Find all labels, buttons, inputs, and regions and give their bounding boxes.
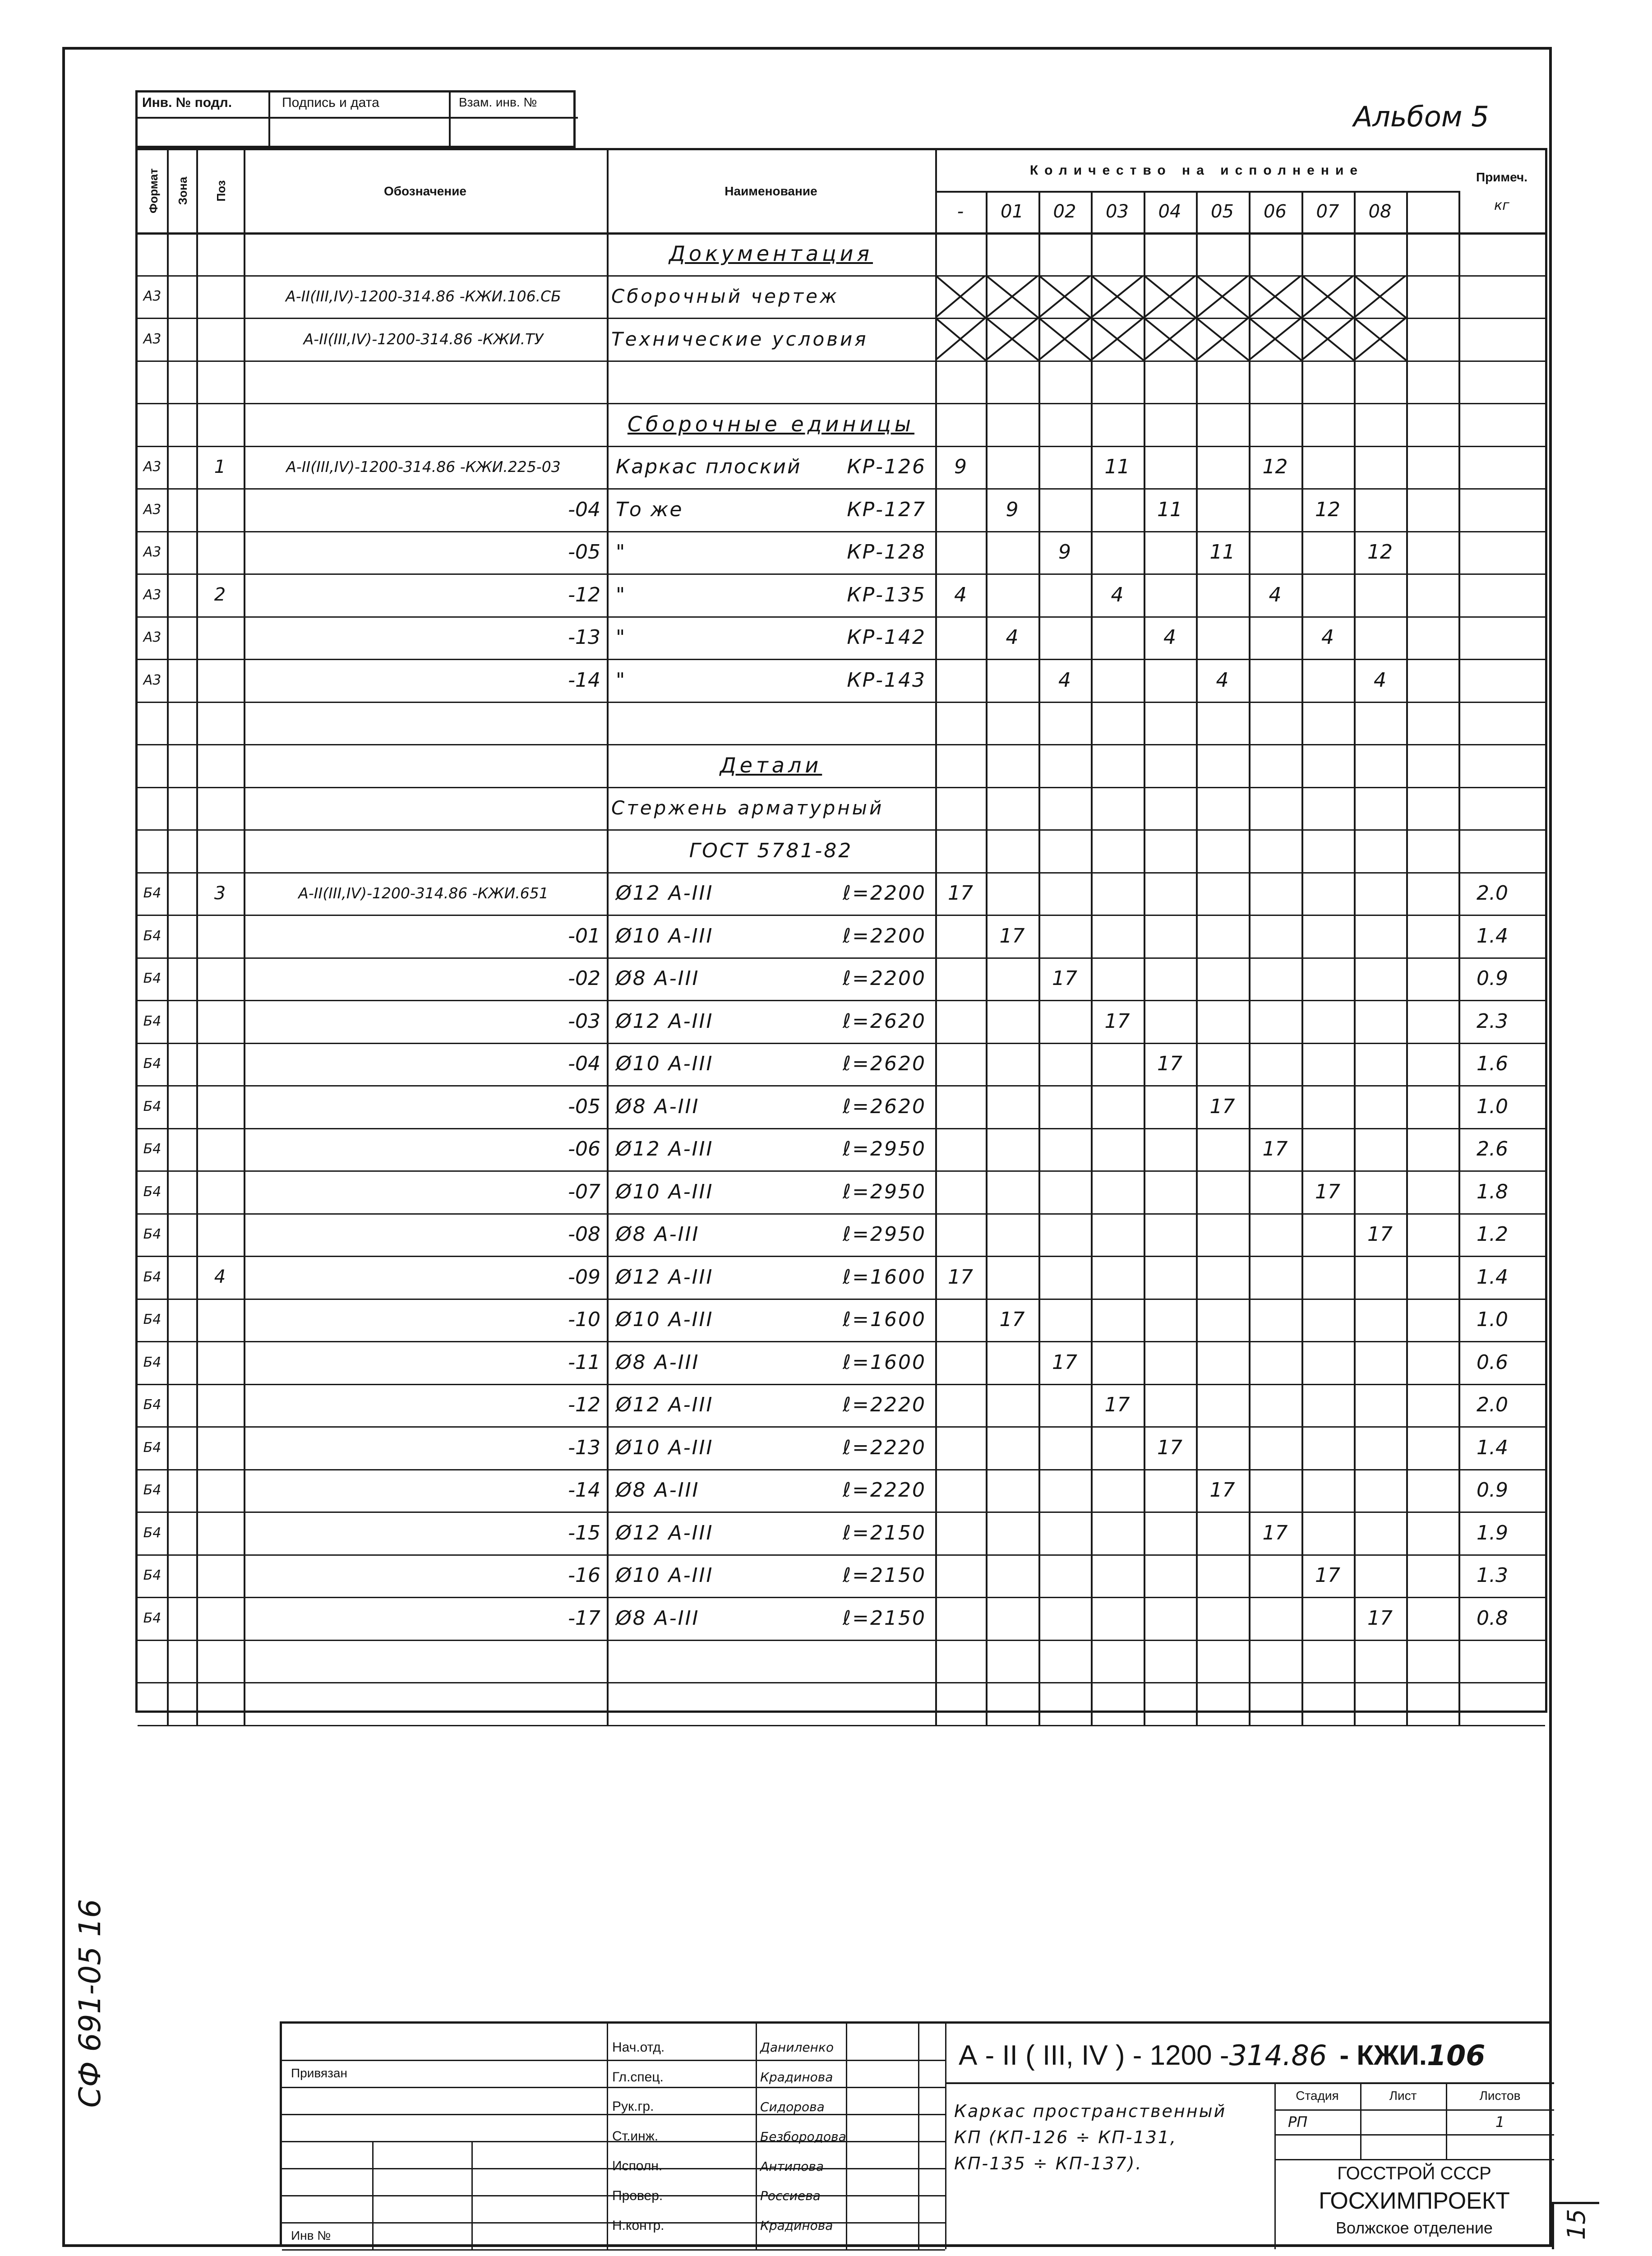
row-format: Б4 xyxy=(143,1354,162,1370)
row-quantity: 12 xyxy=(1315,498,1340,521)
row-name-detail: ℓ=2620 xyxy=(842,1052,926,1076)
row-note: 2.6 xyxy=(1477,1137,1508,1161)
header-note: Примеч. xyxy=(1476,170,1528,184)
row-note: 1.4 xyxy=(1477,1265,1508,1289)
row-name: Ø10 А-III xyxy=(616,1308,714,1331)
row-name: То же xyxy=(616,498,683,521)
row-quantity: 17 xyxy=(999,924,1025,948)
row-position: 2 xyxy=(214,584,226,606)
row-format: Б4 xyxy=(143,1312,162,1328)
row-quantity: 17 xyxy=(1367,1606,1393,1630)
tb-role: Исполн. xyxy=(612,2159,663,2174)
row-format: А3 xyxy=(143,672,162,688)
row-format: А3 xyxy=(143,587,162,603)
row-name-detail: КР-126 xyxy=(847,455,926,479)
tb-vline xyxy=(607,2024,608,2249)
tb-role: Н.контр. xyxy=(612,2218,664,2233)
row-name: " xyxy=(616,541,627,564)
row-note: 1.4 xyxy=(1477,1436,1508,1459)
row-name: Ø12 А-III xyxy=(616,1137,714,1161)
row-quantity: 11 xyxy=(1209,541,1235,564)
tb-name: Крадинова xyxy=(760,2218,833,2233)
tb-vline xyxy=(471,2141,473,2249)
crossed-cells xyxy=(935,275,1406,318)
row-quantity: 17 xyxy=(1262,1137,1288,1161)
header-variant: 07 xyxy=(1316,201,1339,222)
row-format: Б4 xyxy=(143,1013,162,1029)
corner-sheet-number: 15 xyxy=(1562,2209,1591,2240)
tb-stage-label: Стадия xyxy=(1296,2089,1339,2103)
tb-org1: ГОССТРОЙ СССР xyxy=(1337,2164,1491,2183)
tb-sheet-label: Лист xyxy=(1389,2089,1417,2103)
row-name: Ø8 А-III xyxy=(616,1479,700,1502)
row-name-detail: КР-128 xyxy=(847,541,926,564)
tb-code-num: 106 xyxy=(1426,2039,1486,2072)
row-name: Ø10 А-III xyxy=(616,1052,714,1076)
row-note: 0.6 xyxy=(1477,1350,1508,1374)
row-name-detail: ℓ=1600 xyxy=(842,1350,926,1374)
row-format: Б4 xyxy=(143,1098,162,1114)
tb-name: Безбородова xyxy=(760,2129,846,2144)
row-name-detail: КР-142 xyxy=(847,626,926,649)
row-name-detail: ℓ=2200 xyxy=(842,882,926,905)
tb-name: Сидорова xyxy=(760,2099,825,2114)
row-name: Ø12 А-III xyxy=(616,882,714,905)
row-name-detail: ℓ=2150 xyxy=(842,1606,926,1630)
header-note-unit: кг xyxy=(1494,197,1509,213)
header-designation: Обозначение xyxy=(383,184,467,198)
row-designation: -04 xyxy=(568,498,600,521)
row-name-detail: ℓ=2220 xyxy=(842,1479,926,1502)
inv-podl-label: Инв. № подл. xyxy=(142,95,232,110)
row-quantity: 4 xyxy=(1321,626,1334,649)
tb-org3: Волжское отделение xyxy=(1336,2218,1493,2237)
row-format: Б4 xyxy=(143,1439,162,1456)
tb-hline xyxy=(1274,2134,1554,2136)
row-note: 1.3 xyxy=(1477,1564,1508,1587)
row-name: Ø8 А-III xyxy=(616,967,700,990)
row-designation: -17 xyxy=(568,1606,600,1630)
row-quantity: 17 xyxy=(1157,1052,1182,1076)
row-note: 0.9 xyxy=(1477,967,1508,990)
row-designation: -12 xyxy=(568,583,600,606)
row-quantity: 4 xyxy=(1216,668,1229,692)
row-designation: -14 xyxy=(568,1479,600,1502)
tb-name: Даниленко xyxy=(760,2040,834,2055)
row-format: А3 xyxy=(143,288,162,305)
header-variant: 03 xyxy=(1106,201,1129,222)
table-vline xyxy=(196,150,198,1725)
tb-vline xyxy=(945,2024,946,2249)
row-designation: -07 xyxy=(568,1180,600,1203)
row-note: 2.0 xyxy=(1477,1393,1508,1417)
row-designation: -16 xyxy=(568,1564,600,1587)
header-pos: Поз xyxy=(214,180,228,202)
row-quantity: 17 xyxy=(1052,967,1077,990)
row-name-detail: ℓ=2150 xyxy=(842,1564,926,1587)
row-section-title: Детали xyxy=(720,753,822,778)
row-quantity: 9 xyxy=(1006,498,1019,521)
row-note: 1.6 xyxy=(1477,1052,1508,1076)
row-quantity: 9 xyxy=(954,455,967,479)
row-name-detail: ℓ=2950 xyxy=(842,1223,926,1246)
header-name: Наименование xyxy=(724,184,817,198)
row-quantity: 12 xyxy=(1262,455,1288,479)
row-note: 2.0 xyxy=(1477,882,1508,905)
row-format: Б4 xyxy=(143,1610,162,1626)
row-name-detail: ℓ=2200 xyxy=(842,967,926,990)
row-format: Б4 xyxy=(143,1397,162,1413)
row-format: Б4 xyxy=(143,1183,162,1200)
row-designation: -09 xyxy=(568,1265,600,1289)
row-quantity: 4 xyxy=(1006,626,1019,649)
header-variant: 06 xyxy=(1264,201,1287,222)
row-name-detail: ℓ=2200 xyxy=(842,924,926,948)
row-quantity: 17 xyxy=(1315,1564,1340,1587)
vzam-inv-label: Взам. инв. № xyxy=(459,95,537,109)
row-designation: -10 xyxy=(568,1308,600,1331)
row-quantity: 4 xyxy=(1111,583,1124,606)
top-stamp xyxy=(135,90,576,148)
tb-name: Россиева xyxy=(760,2188,821,2204)
specification-table xyxy=(135,148,1547,1713)
row-name-detail: ℓ=2950 xyxy=(842,1137,926,1161)
row-quantity: 17 xyxy=(1104,1009,1130,1033)
album-label: Альбом 5 xyxy=(1353,100,1489,133)
header-variant xyxy=(1406,191,1458,232)
row-quantity: 17 xyxy=(948,1265,973,1289)
row-designation: А-II(III,IV)-1200-314.86 -КЖИ.106.СБ xyxy=(286,287,561,305)
table-hline xyxy=(138,1725,1545,1726)
row-note: 1.9 xyxy=(1477,1521,1508,1544)
header-variant: - xyxy=(957,201,964,222)
row-quantity: 17 xyxy=(1315,1180,1340,1203)
tb-hline xyxy=(282,2249,945,2251)
tb-title-line: КП (КП-126 ÷ КП-131, xyxy=(954,2127,1177,2147)
header-variant: 08 xyxy=(1368,201,1392,222)
tb-title-line: Каркас пространственный xyxy=(954,2101,1227,2121)
tb-privyazan: Привязан xyxy=(291,2066,347,2080)
row-designation: -13 xyxy=(568,1436,600,1459)
row-designation: -05 xyxy=(568,541,600,564)
tb-code-suffix: - КЖИ. xyxy=(1339,2039,1427,2071)
row-name-detail: ℓ=2950 xyxy=(842,1180,926,1203)
row-name-detail: ℓ=1600 xyxy=(842,1265,926,1289)
row-designation: -11 xyxy=(568,1350,600,1374)
row-note: 1.0 xyxy=(1477,1308,1508,1331)
tb-role: Провер. xyxy=(612,2188,663,2203)
title-block xyxy=(280,2021,1552,2247)
tb-sheets-label: Листов xyxy=(1479,2089,1521,2103)
header-variant: 04 xyxy=(1158,201,1181,222)
row-note: 2.3 xyxy=(1477,1009,1508,1033)
row-name: Ø8 А-III xyxy=(616,1095,700,1118)
tb-doc-code xyxy=(959,2028,1545,2082)
row-quantity: 17 xyxy=(1052,1350,1077,1374)
row-format: Б4 xyxy=(143,885,162,901)
row-name: ГОСТ 5781-82 xyxy=(689,839,853,862)
row-name-detail: ℓ=2150 xyxy=(842,1521,926,1544)
row-name: Стержень арматурный xyxy=(611,797,884,819)
table-hline xyxy=(138,1640,1545,1641)
row-name: Ø8 А-III xyxy=(616,1350,700,1374)
row-name: Ø10 А-III xyxy=(616,1180,714,1203)
row-quantity: 17 xyxy=(948,882,973,905)
row-designation: -05 xyxy=(568,1095,600,1118)
row-quantity: 17 xyxy=(1262,1521,1288,1544)
row-name: " xyxy=(616,626,627,649)
row-section-title: Документация xyxy=(669,241,873,266)
row-name: Ø12 А-III xyxy=(616,1393,714,1417)
row-quantity: 17 xyxy=(1209,1479,1235,1502)
header-variant: 01 xyxy=(1001,201,1024,222)
row-designation: А-II(III,IV)-1200-314.86 -КЖИ.ТУ xyxy=(303,330,544,348)
row-name: Технические условия xyxy=(611,328,868,350)
row-quantity: 12 xyxy=(1367,541,1393,564)
row-designation: -08 xyxy=(568,1223,600,1246)
row-name: Сборочный чертеж xyxy=(611,285,839,308)
row-quantity: 11 xyxy=(1157,498,1182,521)
row-position: 4 xyxy=(214,1267,226,1288)
row-quantity: 17 xyxy=(1367,1223,1393,1246)
row-quantity: 9 xyxy=(1058,541,1071,564)
table-vline xyxy=(935,150,937,1725)
row-quantity: 17 xyxy=(1209,1095,1235,1118)
row-note: 1.2 xyxy=(1477,1223,1508,1246)
row-note: 0.8 xyxy=(1477,1606,1508,1630)
row-designation: А-II(III,IV)-1200-314.86 -КЖИ.225-03 xyxy=(286,458,561,476)
row-note: 0.9 xyxy=(1477,1479,1508,1502)
row-name-detail: ℓ=2220 xyxy=(842,1436,926,1459)
row-designation: -12 xyxy=(568,1393,600,1417)
row-format: А3 xyxy=(143,629,162,646)
row-name-detail: ℓ=2220 xyxy=(842,1393,926,1417)
row-format: Б4 xyxy=(143,1567,162,1584)
tb-vline xyxy=(918,2024,919,2249)
row-format: Б4 xyxy=(143,1226,162,1243)
row-name: Ø10 А-III xyxy=(616,1436,714,1459)
row-format: Б4 xyxy=(143,928,162,944)
row-name: " xyxy=(616,668,627,692)
row-name: Ø12 А-III xyxy=(616,1009,714,1033)
header-variant: 05 xyxy=(1211,201,1234,222)
tb-inv-no: Инв № xyxy=(291,2228,331,2242)
tb-hline xyxy=(1274,2159,1554,2160)
tb-role: Рук.гр. xyxy=(612,2099,654,2114)
tb-role: Гл.спец. xyxy=(612,2069,664,2085)
row-note: 1.8 xyxy=(1477,1180,1508,1203)
row-designation: -13 xyxy=(568,626,600,649)
row-format: А3 xyxy=(143,544,162,560)
row-name-detail: ℓ=2620 xyxy=(842,1009,926,1033)
crossed-cells xyxy=(935,318,1406,361)
side-note: СФ 691-05 16 xyxy=(73,1899,107,2108)
row-name: Ø10 А-III xyxy=(616,1564,714,1587)
row-section-title: Сборочные единицы xyxy=(627,412,915,437)
row-name-detail: КР-127 xyxy=(847,498,926,521)
row-format: Б4 xyxy=(143,1056,162,1072)
row-format: Б4 xyxy=(143,971,162,987)
tb-stage-value: РП xyxy=(1288,2113,1308,2131)
row-designation: -15 xyxy=(568,1521,600,1544)
tb-code-main: А - II ( III, IV ) - 1200 - xyxy=(959,2039,1229,2071)
tb-sheets-value: 1 xyxy=(1495,2113,1505,2131)
row-designation: -01 xyxy=(568,924,600,948)
row-quantity: 4 xyxy=(1058,668,1071,692)
row-name: " xyxy=(616,583,627,606)
row-position: 3 xyxy=(214,883,226,904)
tb-role: Нач.отд. xyxy=(612,2039,665,2055)
tb-org2: ГОСХИМПРОЕКТ xyxy=(1319,2187,1510,2214)
row-quantity: 17 xyxy=(1157,1436,1182,1459)
row-name-detail: КР-135 xyxy=(847,583,926,606)
tb-title-line: КП-135 ÷ КП-137). xyxy=(954,2154,1143,2173)
row-position: 1 xyxy=(214,456,226,477)
row-name: Ø12 А-III xyxy=(616,1521,714,1544)
row-quantity: 4 xyxy=(1163,626,1176,649)
row-format: Б4 xyxy=(143,1141,162,1157)
header-format: Формат xyxy=(147,168,160,213)
header-quantity: Количество на исполнение xyxy=(1029,163,1364,178)
row-format: А3 xyxy=(143,501,162,518)
row-designation: -02 xyxy=(568,967,600,990)
row-quantity: 17 xyxy=(999,1308,1025,1331)
row-designation: -03 xyxy=(568,1009,600,1033)
row-name-detail: ℓ=2620 xyxy=(842,1095,926,1118)
row-quantity: 4 xyxy=(954,583,967,606)
row-note: 1.0 xyxy=(1477,1095,1508,1118)
row-name-detail: КР-143 xyxy=(847,668,926,692)
table-hline xyxy=(138,1682,1545,1683)
table-vline xyxy=(244,150,245,1725)
tb-name: Антипова xyxy=(760,2159,824,2174)
table-vline xyxy=(607,150,609,1725)
row-format: А3 xyxy=(143,459,162,475)
row-quantity: 17 xyxy=(1104,1393,1130,1417)
row-name: Ø8 А-III xyxy=(616,1606,700,1630)
row-name: Каркас плоский xyxy=(616,455,802,479)
row-quantity: 4 xyxy=(1374,668,1386,692)
row-name: Ø8 А-III xyxy=(616,1223,700,1246)
row-format: Б4 xyxy=(143,1269,162,1285)
row-designation: А-II(III,IV)-1200-314.86 -КЖИ.651 xyxy=(298,884,549,902)
row-designation: -06 xyxy=(568,1137,600,1161)
tb-name: Крадинова xyxy=(760,2070,833,2085)
row-quantity: 4 xyxy=(1269,583,1282,606)
table-vline xyxy=(167,150,169,1725)
header-variant: 02 xyxy=(1053,201,1076,222)
sign-date-label: Подпись и дата xyxy=(282,95,379,110)
row-name: Ø12 А-III xyxy=(616,1265,714,1289)
row-name: Ø10 А-III xyxy=(616,924,714,948)
tb-role: Ст.инж. xyxy=(612,2129,659,2144)
row-name-detail: ℓ=1600 xyxy=(842,1308,926,1331)
row-format: Б4 xyxy=(143,1525,162,1541)
header-zone: Зона xyxy=(176,176,189,205)
row-format: А3 xyxy=(143,331,162,347)
tb-code-number: 314.86 xyxy=(1229,2039,1327,2072)
row-format: Б4 xyxy=(143,1482,162,1498)
row-note: 1.4 xyxy=(1477,924,1508,948)
row-designation: -04 xyxy=(568,1052,600,1076)
table-hline xyxy=(138,702,1545,703)
table-hline xyxy=(138,361,1545,362)
row-quantity: 11 xyxy=(1104,455,1130,479)
row-designation: -14 xyxy=(568,668,600,692)
